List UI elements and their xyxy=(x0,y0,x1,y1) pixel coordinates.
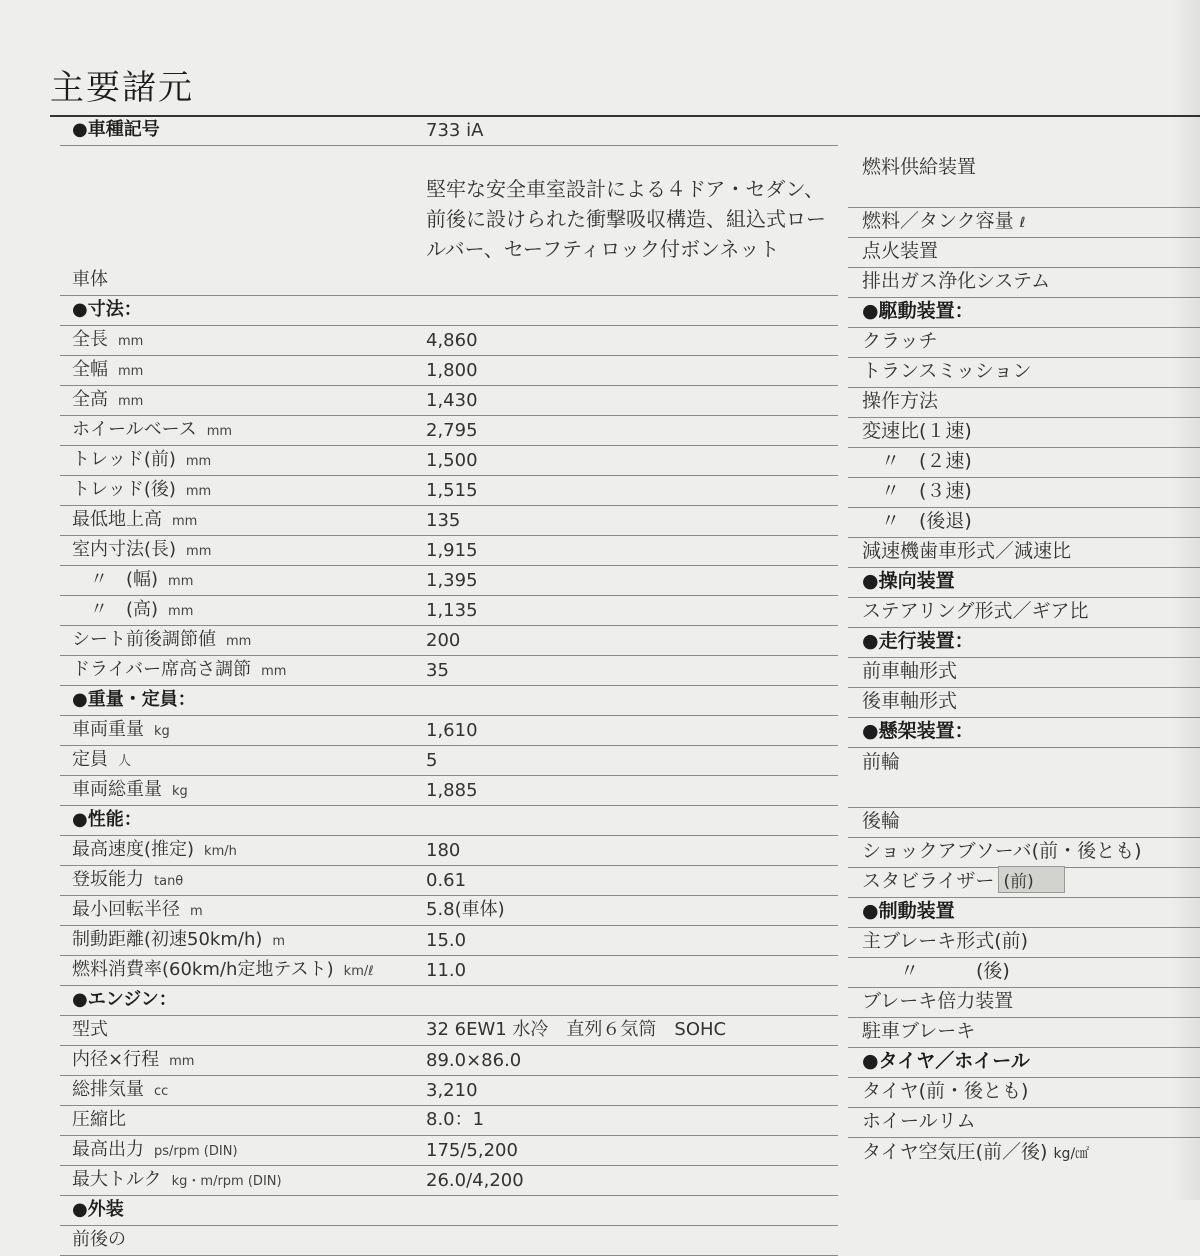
spec-row xyxy=(60,1046,838,1076)
spec-row xyxy=(848,598,1200,628)
spec-value: 1,430 xyxy=(426,390,478,411)
spec-value: 5.8(車体) xyxy=(426,899,505,920)
spec-label: 圧縮比 xyxy=(72,1109,126,1130)
spec-label: 〃 (２速) xyxy=(862,450,972,472)
spec-row xyxy=(60,1106,838,1136)
spec-unit: kg/㎠ xyxy=(1053,1146,1090,1162)
spec-label: ショックアブソーバ(前・後とも) xyxy=(862,840,1142,862)
spec-row xyxy=(848,658,1200,688)
spec-row xyxy=(60,1076,838,1106)
spec-unit: ℓ xyxy=(1019,215,1026,231)
spec-row xyxy=(848,328,1200,358)
spec-row xyxy=(848,688,1200,718)
spec-value: 5 xyxy=(426,750,438,771)
spec-row xyxy=(848,358,1200,388)
spec-label: 燃料消費率(60km/h定地テスト) km/ℓ xyxy=(72,959,374,980)
spec-label: 〃 (３速) xyxy=(862,480,972,502)
spec-label: 後車軸形式 xyxy=(862,690,958,712)
spec-unit: m xyxy=(190,904,203,919)
spec-row xyxy=(60,506,838,536)
spec-label: 点火装置 xyxy=(862,240,939,262)
spec-value: 1,515 xyxy=(426,480,478,501)
spec-unit: mm xyxy=(172,514,198,529)
spec-label: 〃 (後退) xyxy=(862,510,972,532)
spec-unit: kg・m/rpm (DIN) xyxy=(171,1174,282,1189)
spec-table-left xyxy=(60,116,838,1256)
spec-label: 〃 (幅) mm xyxy=(72,569,194,590)
spec-row xyxy=(848,208,1200,238)
spec-unit: cc xyxy=(154,1084,169,1099)
spec-row xyxy=(848,1138,1200,1168)
spec-row xyxy=(848,148,1200,208)
spec-unit: mm xyxy=(185,484,212,499)
spec-row xyxy=(848,778,1200,808)
spec-value: 15.0 xyxy=(426,930,467,951)
spec-label: 総排気量 cc xyxy=(72,1079,169,1100)
spec-unit: km/h xyxy=(204,844,237,859)
spec-row xyxy=(848,958,1200,988)
spec-label: シート前後調節値 mm xyxy=(72,629,252,650)
spec-row xyxy=(60,836,838,866)
spec-value: 175/5,200 xyxy=(426,1140,518,1161)
spec-value: 2,795 xyxy=(426,420,478,441)
spec-row xyxy=(60,416,838,446)
spec-row xyxy=(60,686,838,716)
spec-row xyxy=(60,596,838,626)
spec-row xyxy=(60,476,838,506)
spec-label: 変速比(１速) xyxy=(862,420,972,442)
spec-row xyxy=(848,928,1200,958)
spec-value: 89.0×86.0 xyxy=(426,1050,522,1071)
spec-label: トレッド(前) mm xyxy=(72,449,212,470)
spec-label: 最高速度(推定) km/h xyxy=(72,839,237,860)
spec-row xyxy=(60,1136,838,1166)
spec-unit: mm xyxy=(185,454,212,469)
spec-row xyxy=(60,1226,838,1256)
section-heading: ●操向装置 xyxy=(862,570,955,592)
spec-row xyxy=(60,296,838,326)
spec-row xyxy=(848,298,1200,328)
spec-value: 3,210 xyxy=(426,1080,478,1101)
spec-label: トランスミッション xyxy=(862,360,1032,382)
spec-label: 車両総重量 kg xyxy=(72,779,188,800)
spec-row xyxy=(848,508,1200,538)
spec-value: 733 iA xyxy=(426,120,484,141)
spec-value: 180 xyxy=(426,840,461,861)
spec-row xyxy=(60,1196,838,1226)
spec-label: 最高出力 ps/rpm (DIN) xyxy=(72,1139,238,1160)
spec-label: 減速機歯車形式／減速比 xyxy=(862,540,1072,562)
spec-value: 1,395 xyxy=(426,570,478,591)
spec-value: 200 xyxy=(426,630,461,651)
spec-unit: mm xyxy=(186,544,212,559)
spec-value: 1,800 xyxy=(426,360,478,381)
spec-unit: mm xyxy=(206,424,233,439)
section-heading: ●車種記号 xyxy=(72,119,160,140)
spec-value: 1,915 xyxy=(426,540,478,561)
spec-label: 前後の xyxy=(72,1229,126,1250)
spec-row xyxy=(848,748,1200,778)
spec-value: 8.0：1 xyxy=(426,1109,485,1130)
spec-row xyxy=(848,238,1200,268)
spec-row xyxy=(848,268,1200,298)
spec-row xyxy=(848,388,1200,418)
spec-row xyxy=(60,446,838,476)
section-heading: ●タイヤ／ホイール xyxy=(862,1050,1030,1072)
spec-row xyxy=(60,566,838,596)
spec-value: 1,610 xyxy=(426,720,478,741)
spec-value: 4,860 xyxy=(426,330,478,351)
spec-row xyxy=(60,716,838,746)
spec-unit: mm xyxy=(168,574,194,589)
spec-label: 最低地上高 mm xyxy=(72,509,198,530)
spec-row xyxy=(60,926,838,956)
spec-row xyxy=(848,418,1200,448)
spec-label: 燃料／タンク容量 ℓ xyxy=(862,210,1026,232)
spec-row xyxy=(60,536,838,566)
spec-row xyxy=(848,568,1200,598)
spec-label: 内径×行程 mm xyxy=(72,1049,195,1070)
spec-label: タイヤ空気圧(前／後) kg/㎠ xyxy=(862,1141,1090,1163)
spec-label: ドライバー席高さ調節 mm xyxy=(72,659,287,680)
section-heading: ●外装 xyxy=(72,1199,124,1220)
spec-unit: m xyxy=(272,934,286,949)
spec-row xyxy=(848,448,1200,478)
spec-label: 駐車ブレーキ xyxy=(862,1020,976,1042)
spec-value: 1,135 xyxy=(426,600,478,621)
spec-label: 〃 (後) xyxy=(862,960,1010,982)
spec-row xyxy=(60,326,838,356)
spec-label: 排出ガス浄化システム xyxy=(862,270,1051,292)
spec-row xyxy=(848,868,1200,898)
spec-row xyxy=(60,776,838,806)
section-heading: ●性能： xyxy=(72,809,142,830)
spec-label: 室内寸法(長) mm xyxy=(72,539,212,560)
spec-unit: mm xyxy=(118,334,144,349)
spec-label: 〃 (高) mm xyxy=(72,599,194,620)
spec-row xyxy=(60,1016,838,1046)
spec-value: 135 xyxy=(426,510,461,531)
spec-value: 1,500 xyxy=(426,450,478,471)
spec-label: スタビライザー (前) xyxy=(862,866,1065,893)
spec-value: 0.61 xyxy=(426,870,467,891)
spec-row xyxy=(60,806,838,836)
section-heading: ●エンジン： xyxy=(72,989,177,1010)
spec-label: 燃料供給装置 xyxy=(862,156,977,178)
spec-label: 最小回転半径 m xyxy=(72,899,203,920)
spec-row xyxy=(60,1166,838,1196)
spec-row xyxy=(848,718,1200,748)
section-heading: ●制動装置 xyxy=(862,900,955,922)
spec-row xyxy=(60,656,838,686)
spec-label: 全幅 mm xyxy=(72,359,144,380)
spec-unit: tanθ xyxy=(154,874,184,889)
page-title: 主要諸元 xyxy=(50,68,194,108)
spec-value: 11.0 xyxy=(426,960,467,981)
spec-row xyxy=(60,626,838,656)
section-heading: ●重量・定員： xyxy=(72,689,196,710)
spec-row xyxy=(848,628,1200,658)
spec-row xyxy=(848,1048,1200,1078)
spec-row xyxy=(848,478,1200,508)
page-edge-shadow xyxy=(1170,0,1200,1200)
spec-label: ホイールベース mm xyxy=(72,419,233,440)
spec-label: 主ブレーキ形式(前) xyxy=(862,930,1029,952)
spec-row xyxy=(60,896,838,926)
spec-label: 型式 xyxy=(72,1019,108,1040)
spec-label: タイヤ(前・後とも) xyxy=(862,1080,1029,1102)
spec-row xyxy=(848,1078,1200,1108)
spec-row xyxy=(60,746,838,776)
spec-unit: km/ℓ xyxy=(343,964,374,979)
spec-row xyxy=(60,386,838,416)
spec-label: 全長 mm xyxy=(72,329,144,350)
spec-row xyxy=(848,1018,1200,1048)
spec-row xyxy=(60,956,838,986)
spec-label: 制動距離(初速50km/h) m xyxy=(72,929,286,950)
spec-label: 最大トルク kg・m/rpm (DIN) xyxy=(72,1169,282,1190)
spec-label: ブレーキ倍力装置 xyxy=(862,990,1014,1012)
spec-value: 35 xyxy=(426,660,449,681)
spec-label: 後輪 xyxy=(862,810,901,832)
spec-label: 登坂能力 tanθ xyxy=(72,869,184,890)
spec-unit: mm xyxy=(118,364,144,379)
spec-value: 堅牢な安全車室設計による４ドア・セダン、前後に設けられた衝撃吸収構造、組込式ロールバー、セーフティロック付ボンネット xyxy=(426,177,826,261)
section-heading: ●寸法： xyxy=(72,299,142,320)
spec-label: 車体 xyxy=(72,269,108,290)
spec-row xyxy=(60,356,838,386)
spec-unit: 人 xyxy=(118,754,132,769)
spec-row xyxy=(60,146,838,296)
spec-unit: mm xyxy=(168,604,194,619)
spec-value: 26.0/4,200 xyxy=(426,1170,524,1191)
stabilizer-box: (前) xyxy=(998,866,1064,893)
spec-label: 車両重量 kg xyxy=(72,719,170,740)
spec-label: クラッチ xyxy=(862,330,938,352)
spec-unit: ps/rpm (DIN) xyxy=(154,1144,238,1159)
spec-unit: mm xyxy=(118,394,144,409)
spec-label: 全高 mm xyxy=(72,389,144,410)
section-heading: ●駆動装置： xyxy=(862,300,974,322)
spec-row xyxy=(60,866,838,896)
spec-label: 定員 人 xyxy=(72,749,132,770)
spec-label: 前輪 xyxy=(862,751,901,773)
section-heading: ●走行装置： xyxy=(862,630,974,652)
spec-label: トレッド(後) mm xyxy=(72,479,212,500)
section-heading: ●懸架装置： xyxy=(862,720,974,742)
spec-table-right xyxy=(848,148,1200,1168)
spec-label: ステアリング形式／ギア比 xyxy=(862,600,1089,622)
spec-row xyxy=(848,538,1200,568)
spec-unit: kg xyxy=(154,724,170,739)
spec-row xyxy=(848,808,1200,838)
spec-row xyxy=(60,986,838,1016)
spec-value: 1,885 xyxy=(426,780,478,801)
spec-row xyxy=(848,838,1200,868)
spec-unit: mm xyxy=(226,634,252,649)
spec-row xyxy=(848,898,1200,928)
spec-label: 操作方法 xyxy=(862,390,939,412)
spec-row xyxy=(848,988,1200,1018)
spec-row xyxy=(60,116,838,146)
spec-label: ホイールリム xyxy=(862,1110,976,1132)
spec-unit: mm xyxy=(261,664,287,679)
spec-label: 前車軸形式 xyxy=(862,660,958,682)
spec-unit: mm xyxy=(169,1054,195,1069)
spec-unit: kg xyxy=(172,784,188,799)
spec-value: 32 6EW1 水冷 直列６気筒 SOHC xyxy=(426,1019,727,1040)
spec-row xyxy=(848,1108,1200,1138)
